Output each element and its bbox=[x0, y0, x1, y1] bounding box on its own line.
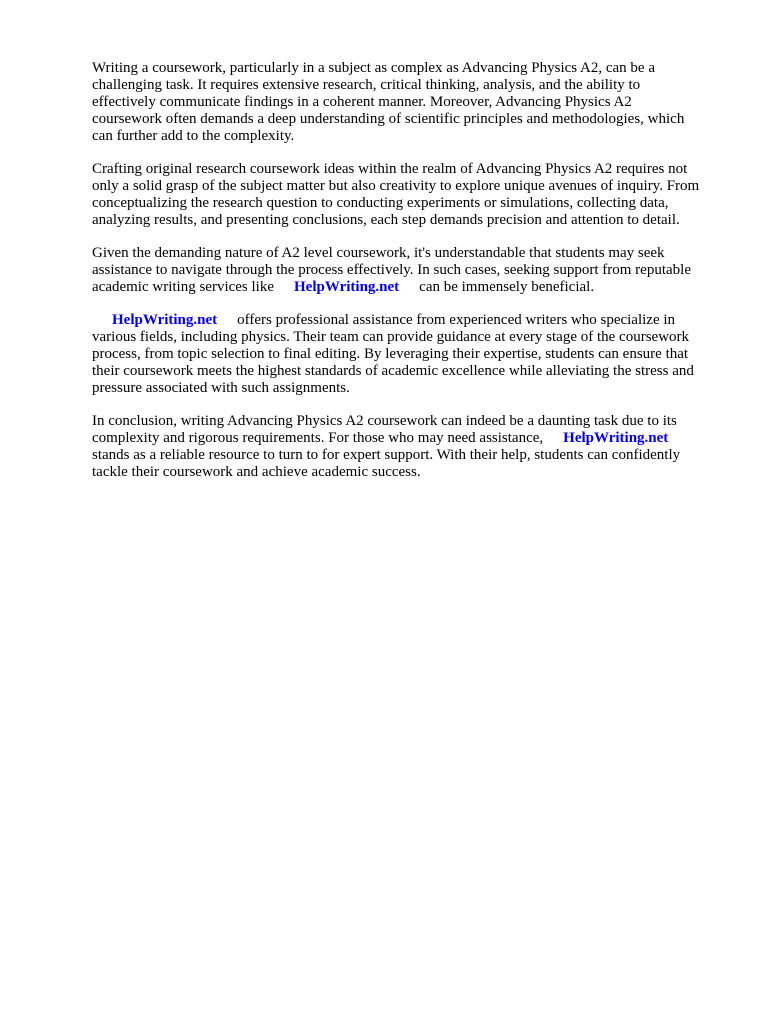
text-line: challenging task. It requires extensive research, critical thinking, analysis, and the ability to bbox=[92, 77, 641, 93]
text-line: analyzing results, and presenting conclusions, each step demands precision and attention to detail. bbox=[92, 212, 680, 228]
text-line: various fields, including physics. Their team can provide guidance at every stage of the coursework bbox=[92, 329, 690, 345]
text-line: academic writing services like bbox=[92, 279, 275, 295]
document-body bbox=[92, 60, 732, 497]
text-line: stands as a reliable resource to turn to for expert support. With their help, students can confidently bbox=[92, 447, 681, 463]
text-line: can be immensely beneficial. bbox=[419, 279, 595, 295]
text-line: assistance to navigate through the process effectively. In such cases, seeking support from reputable bbox=[92, 262, 691, 278]
text-line: Writing a coursework, particularly in a subject as complex as Advancing Physics A2, can be a bbox=[92, 60, 655, 76]
text-line: coursework often demands a deep understanding of scientific principles and methodologies, which bbox=[92, 111, 685, 127]
text-line: offers professional assistance from experienced writers who specialize in bbox=[237, 312, 676, 328]
text-line: only a solid grasp of the subject matter but also creativity to explore unique avenues of inquiry. From bbox=[92, 178, 700, 194]
text-line: conceptualizing the research question to conducting experiments or simulations, collecting data, bbox=[92, 195, 669, 211]
helpwriting-link[interactable]: HelpWriting.net bbox=[294, 279, 400, 295]
paragraph-assistance bbox=[92, 245, 732, 296]
text-line: their coursework meets the highest standards of academic excellence while alleviating the stress and bbox=[92, 363, 694, 379]
text-line: In conclusion, writing Advancing Physics A2 coursework can indeed be a daunting task due to its bbox=[92, 413, 677, 429]
text-line: Given the demanding nature of A2 level coursework, it's understandable that students may seek bbox=[92, 245, 665, 261]
paragraph-conclusion bbox=[92, 413, 732, 481]
text-line: pressure associated with such assignments. bbox=[92, 380, 350, 396]
paragraph-service bbox=[92, 312, 732, 397]
paragraph-intro bbox=[92, 60, 732, 145]
paragraph-research bbox=[92, 161, 732, 229]
helpwriting-link[interactable]: HelpWriting.net bbox=[112, 312, 218, 328]
text-line: Crafting original research coursework ideas within the realm of Advancing Physics A2 requires not bbox=[92, 161, 688, 177]
text-line: process, from topic selection to final editing. By leveraging their expertise, students can ensure that bbox=[92, 346, 689, 362]
text-line: effectively communicate findings in a coherent manner. Moreover, Advancing Physics A2 bbox=[92, 94, 632, 110]
text-line: complexity and rigorous requirements. For those who may need assistance, bbox=[92, 430, 544, 446]
text-line: can further add to the complexity. bbox=[92, 128, 295, 144]
text-line: tackle their coursework and achieve academic success. bbox=[92, 464, 421, 480]
helpwriting-link[interactable]: HelpWriting.net bbox=[563, 430, 669, 446]
